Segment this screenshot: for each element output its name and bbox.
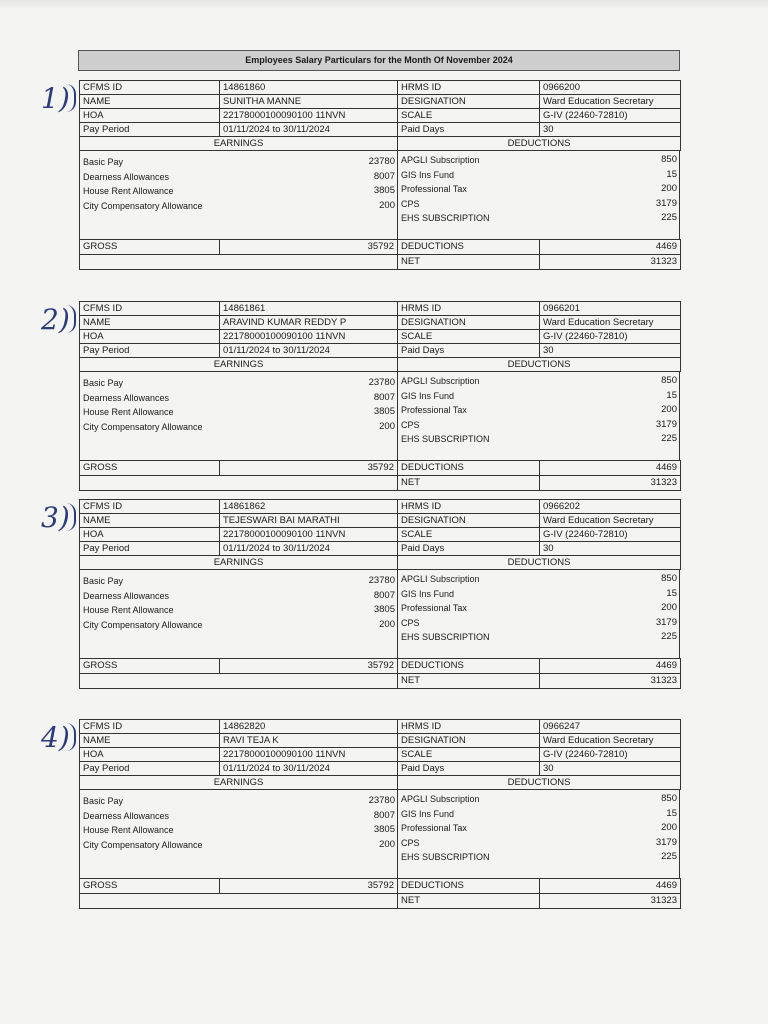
earning-line xyxy=(80,823,397,838)
deductions-header: DEDUCTIONS xyxy=(398,776,681,790)
net-value: 31323 xyxy=(540,476,681,491)
deduction-label: CPS xyxy=(401,837,420,848)
earning-label: Dearness Allowances xyxy=(83,171,170,182)
designation-label: DESIGNATION xyxy=(398,95,540,109)
gross-label: GROSS xyxy=(80,240,220,255)
earning-amount: 23780 xyxy=(368,575,395,586)
hrms-id-label: HRMS ID xyxy=(398,720,540,734)
gross-row xyxy=(80,240,681,255)
hoa-value: 22178000100090100 11NVN xyxy=(220,748,398,762)
cfms-id-label: CFMS ID xyxy=(80,302,220,316)
deduction-label: Professional Tax xyxy=(401,184,467,194)
net-label: NET xyxy=(398,255,540,270)
handwritten-slip-number: 1) xyxy=(41,82,70,115)
deduction-line xyxy=(398,403,679,418)
deductions-total-value: 4469 xyxy=(540,879,681,894)
deductions-column xyxy=(398,372,679,460)
earning-line xyxy=(80,589,397,604)
name-label: NAME xyxy=(80,514,220,528)
designation-label: DESIGNATION xyxy=(398,316,540,330)
earning-label: House Rent Allowance xyxy=(83,407,174,417)
scale-label: SCALE xyxy=(398,528,540,542)
deduction-label: GIS Ins Fund xyxy=(401,588,455,599)
pay-period-value: 01/11/2024 to 30/11/2024 xyxy=(220,542,398,556)
net-row xyxy=(80,476,681,491)
earning-amount: 8007 xyxy=(373,589,395,601)
deduction-label: GIS Ins Fund xyxy=(401,169,455,180)
earning-amount: 23780 xyxy=(368,377,395,388)
earning-label: House Rent Allowance xyxy=(83,605,174,615)
earnings-deductions-body xyxy=(79,372,680,460)
scale-value: G-IV (22460-72810) xyxy=(540,528,681,542)
hrms-id-value: 0966202 xyxy=(540,500,681,514)
salary-slip xyxy=(41,719,680,909)
scale-label: SCALE xyxy=(398,109,540,123)
earning-line xyxy=(80,838,397,853)
info-row xyxy=(80,514,681,528)
name-value: SUNITHA MANNE xyxy=(220,95,398,109)
earning-amount: 8007 xyxy=(373,809,395,821)
net-spacer xyxy=(80,255,398,270)
deduction-amount: 225 xyxy=(661,851,677,862)
deductions-header: DEDUCTIONS xyxy=(398,556,681,570)
deduction-line xyxy=(398,432,679,447)
pay-period-label: Pay Period xyxy=(80,123,220,137)
earning-line xyxy=(80,809,397,824)
net-spacer xyxy=(80,674,398,689)
deduction-line xyxy=(398,807,679,822)
designation-value: Ward Education Secretary xyxy=(540,95,681,109)
hrms-id-value: 0966201 xyxy=(540,302,681,316)
earning-label: House Rent Allowance xyxy=(83,186,174,196)
deduction-amount: 15 xyxy=(666,587,677,599)
gross-value: 35792 xyxy=(220,461,398,476)
deductions-total-value: 4469 xyxy=(540,461,681,476)
deductions-column xyxy=(398,790,679,878)
earning-line xyxy=(80,603,397,618)
deduction-amount: 15 xyxy=(666,168,677,180)
employee-info-table xyxy=(79,719,681,790)
name-label: NAME xyxy=(80,734,220,748)
salary-slip xyxy=(41,301,680,491)
earnings-header: EARNINGS xyxy=(80,776,398,790)
deduction-amount: 850 xyxy=(661,573,677,584)
info-row xyxy=(80,542,681,556)
handwritten-slip-number: 3) xyxy=(41,501,70,534)
deduction-line xyxy=(398,572,679,587)
deductions-total-label: DEDUCTIONS xyxy=(398,461,540,476)
cfms-id-value: 14861860 xyxy=(220,81,398,95)
net-value: 31323 xyxy=(540,674,681,689)
net-label: NET xyxy=(398,894,540,909)
info-row xyxy=(80,500,681,514)
pay-period-label: Pay Period xyxy=(80,762,220,776)
deductions-total-value: 4469 xyxy=(540,240,681,255)
deduction-line xyxy=(398,168,679,183)
earnings-header: EARNINGS xyxy=(80,556,398,570)
deduction-line xyxy=(398,197,679,212)
info-row xyxy=(80,734,681,748)
earnings-header: EARNINGS xyxy=(80,358,398,372)
earning-line xyxy=(80,376,397,391)
earnings-deductions-body xyxy=(79,570,680,658)
earning-label: City Compensatory Allowance xyxy=(83,619,203,630)
deduction-amount: 3179 xyxy=(655,616,677,628)
net-row xyxy=(80,894,681,909)
employee-info-table xyxy=(79,80,681,151)
deductions-total-label: DEDUCTIONS xyxy=(398,879,540,894)
info-row xyxy=(80,95,681,109)
totals-table xyxy=(79,239,681,270)
gross-row xyxy=(80,461,681,476)
designation-label: DESIGNATION xyxy=(398,514,540,528)
earning-amount: 3805 xyxy=(373,406,395,417)
deduction-line xyxy=(398,389,679,404)
handwritten-slip-number: 4) xyxy=(41,721,70,754)
deduction-label: GIS Ins Fund xyxy=(401,808,455,819)
hoa-value: 22178000100090100 11NVN xyxy=(220,330,398,344)
info-row xyxy=(80,762,681,776)
deduction-line xyxy=(398,616,679,631)
totals-table xyxy=(79,658,681,689)
section-header-row xyxy=(80,358,681,372)
hoa-label: HOA xyxy=(80,528,220,542)
earning-amount: 3805 xyxy=(373,185,395,196)
earning-amount: 3805 xyxy=(373,604,395,615)
paid-days-value: 30 xyxy=(540,123,681,137)
gross-label: GROSS xyxy=(80,461,220,476)
paid-days-value: 30 xyxy=(540,344,681,358)
earnings-column xyxy=(80,372,398,460)
section-header-row xyxy=(80,137,681,151)
deduction-amount: 200 xyxy=(661,822,677,833)
deduction-line xyxy=(398,182,679,197)
deduction-label: APGLI Subscription xyxy=(401,794,480,804)
earning-label: Dearness Allowances xyxy=(83,590,170,601)
gross-value: 35792 xyxy=(220,879,398,894)
hrms-id-value: 0966200 xyxy=(540,81,681,95)
earnings-column xyxy=(80,790,398,878)
scale-label: SCALE xyxy=(398,748,540,762)
earning-amount: 200 xyxy=(379,618,395,630)
deduction-amount: 200 xyxy=(661,404,677,415)
name-label: NAME xyxy=(80,316,220,330)
deductions-header: DEDUCTIONS xyxy=(398,137,681,151)
info-row xyxy=(80,344,681,358)
earning-amount: 8007 xyxy=(373,391,395,403)
earning-label: House Rent Allowance xyxy=(83,825,174,835)
info-row xyxy=(80,123,681,137)
earning-line xyxy=(80,420,397,435)
earnings-deductions-body xyxy=(79,790,680,878)
deduction-label: EHS SUBSCRIPTION xyxy=(401,434,490,444)
hoa-label: HOA xyxy=(80,330,220,344)
scale-label: SCALE xyxy=(398,330,540,344)
section-header-row xyxy=(80,776,681,790)
deduction-label: EHS SUBSCRIPTION xyxy=(401,213,490,223)
deduction-amount: 15 xyxy=(666,389,677,401)
deductions-column xyxy=(398,151,679,239)
deduction-label: CPS xyxy=(401,419,420,430)
gross-row xyxy=(80,879,681,894)
deduction-line xyxy=(398,153,679,168)
deduction-amount: 3179 xyxy=(655,418,677,430)
net-label: NET xyxy=(398,476,540,491)
earning-amount: 3805 xyxy=(373,824,395,835)
deduction-line xyxy=(398,418,679,433)
info-row xyxy=(80,109,681,123)
deduction-amount: 200 xyxy=(661,602,677,613)
cfms-id-value: 14862820 xyxy=(220,720,398,734)
info-row xyxy=(80,302,681,316)
earning-label: Dearness Allowances xyxy=(83,810,170,821)
deduction-label: EHS SUBSCRIPTION xyxy=(401,632,490,642)
deduction-line xyxy=(398,587,679,602)
pay-period-value: 01/11/2024 to 30/11/2024 xyxy=(220,123,398,137)
deduction-label: Professional Tax xyxy=(401,823,467,833)
designation-value: Ward Education Secretary xyxy=(540,514,681,528)
deduction-line xyxy=(398,792,679,807)
earnings-column xyxy=(80,151,398,239)
deduction-label: APGLI Subscription xyxy=(401,155,480,165)
deduction-label: EHS SUBSCRIPTION xyxy=(401,852,490,862)
earning-label: Basic Pay xyxy=(83,378,124,388)
gross-value: 35792 xyxy=(220,659,398,674)
info-row xyxy=(80,528,681,542)
paid-days-value: 30 xyxy=(540,762,681,776)
hrms-id-value: 0966247 xyxy=(540,720,681,734)
pay-period-value: 01/11/2024 to 30/11/2024 xyxy=(220,762,398,776)
deduction-amount: 850 xyxy=(661,793,677,804)
deduction-amount: 850 xyxy=(661,154,677,165)
deduction-label: APGLI Subscription xyxy=(401,376,480,386)
earning-label: Dearness Allowances xyxy=(83,392,170,403)
scale-value: G-IV (22460-72810) xyxy=(540,330,681,344)
hoa-value: 22178000100090100 11NVN xyxy=(220,528,398,542)
pay-period-label: Pay Period xyxy=(80,542,220,556)
deduction-amount: 3179 xyxy=(655,197,677,209)
deduction-label: CPS xyxy=(401,617,420,628)
paid-days-label: Paid Days xyxy=(398,542,540,556)
earnings-deductions-body xyxy=(79,151,680,239)
deduction-line xyxy=(398,211,679,226)
deduction-amount: 225 xyxy=(661,212,677,223)
hoa-value: 22178000100090100 11NVN xyxy=(220,109,398,123)
name-value: RAVI TEJA K xyxy=(220,734,398,748)
cfms-id-label: CFMS ID xyxy=(80,720,220,734)
deduction-amount: 200 xyxy=(661,183,677,194)
gross-label: GROSS xyxy=(80,879,220,894)
deductions-header: DEDUCTIONS xyxy=(398,358,681,372)
cfms-id-value: 14861862 xyxy=(220,500,398,514)
cfms-id-value: 14861861 xyxy=(220,302,398,316)
deduction-label: Professional Tax xyxy=(401,405,467,415)
hrms-id-label: HRMS ID xyxy=(398,81,540,95)
earning-label: Basic Pay xyxy=(83,157,124,167)
earning-amount: 23780 xyxy=(368,156,395,167)
earning-label: Basic Pay xyxy=(83,796,124,806)
deduction-label: GIS Ins Fund xyxy=(401,390,455,401)
deduction-amount: 225 xyxy=(661,433,677,444)
employee-info-table xyxy=(79,499,681,570)
deduction-amount: 850 xyxy=(661,375,677,386)
deduction-line xyxy=(398,630,679,645)
paid-days-value: 30 xyxy=(540,542,681,556)
net-spacer xyxy=(80,894,398,909)
designation-label: DESIGNATION xyxy=(398,734,540,748)
name-value: TEJESWARI BAI MARATHI xyxy=(220,514,398,528)
designation-value: Ward Education Secretary xyxy=(540,316,681,330)
cfms-id-label: CFMS ID xyxy=(80,500,220,514)
earning-line xyxy=(80,574,397,589)
earning-line xyxy=(80,618,397,633)
deduction-line xyxy=(398,850,679,865)
section-header-row xyxy=(80,556,681,570)
paid-days-label: Paid Days xyxy=(398,344,540,358)
earning-label: City Compensatory Allowance xyxy=(83,421,203,432)
gross-row xyxy=(80,659,681,674)
deduction-line xyxy=(398,374,679,389)
net-label: NET xyxy=(398,674,540,689)
earning-line xyxy=(80,184,397,199)
deduction-line xyxy=(398,836,679,851)
deduction-line xyxy=(398,601,679,616)
earning-line xyxy=(80,794,397,809)
earning-line xyxy=(80,155,397,170)
totals-table xyxy=(79,460,681,491)
earning-amount: 200 xyxy=(379,838,395,850)
deductions-total-label: DEDUCTIONS xyxy=(398,659,540,674)
net-value: 31323 xyxy=(540,255,681,270)
earning-label: Basic Pay xyxy=(83,576,124,586)
gross-value: 35792 xyxy=(220,240,398,255)
net-value: 31323 xyxy=(540,894,681,909)
earning-amount: 23780 xyxy=(368,795,395,806)
deduction-amount: 225 xyxy=(661,631,677,642)
name-label: NAME xyxy=(80,95,220,109)
hoa-label: HOA xyxy=(80,748,220,762)
net-row xyxy=(80,674,681,689)
hrms-id-label: HRMS ID xyxy=(398,302,540,316)
salary-slip xyxy=(41,499,680,689)
info-row xyxy=(80,720,681,734)
earning-line xyxy=(80,391,397,406)
deductions-column xyxy=(398,570,679,658)
scale-value: G-IV (22460-72810) xyxy=(540,748,681,762)
deductions-total-value: 4469 xyxy=(540,659,681,674)
earning-label: City Compensatory Allowance xyxy=(83,200,203,211)
deduction-label: Professional Tax xyxy=(401,603,467,613)
deductions-total-label: DEDUCTIONS xyxy=(398,240,540,255)
totals-table xyxy=(79,878,681,909)
earning-amount: 8007 xyxy=(373,170,395,182)
deduction-amount: 3179 xyxy=(655,836,677,848)
net-row xyxy=(80,255,681,270)
gross-label: GROSS xyxy=(80,659,220,674)
scale-value: G-IV (22460-72810) xyxy=(540,109,681,123)
document-title: Employees Salary Particulars for the Month Of November 2024 xyxy=(78,50,680,71)
earnings-header: EARNINGS xyxy=(80,137,398,151)
deduction-amount: 15 xyxy=(666,807,677,819)
pay-period-label: Pay Period xyxy=(80,344,220,358)
salary-slip xyxy=(41,80,680,270)
info-row xyxy=(80,316,681,330)
info-row xyxy=(80,748,681,762)
name-value: ARAVIND KUMAR REDDY P xyxy=(220,316,398,330)
earning-label: City Compensatory Allowance xyxy=(83,839,203,850)
employee-info-table xyxy=(79,301,681,372)
deduction-label: CPS xyxy=(401,198,420,209)
earning-amount: 200 xyxy=(379,420,395,432)
handwritten-slip-number: 2) xyxy=(41,303,70,336)
deduction-line xyxy=(398,821,679,836)
pay-period-value: 01/11/2024 to 30/11/2024 xyxy=(220,344,398,358)
earning-line xyxy=(80,170,397,185)
earning-amount: 200 xyxy=(379,199,395,211)
info-row xyxy=(80,330,681,344)
info-row xyxy=(80,81,681,95)
earning-line xyxy=(80,199,397,214)
cfms-id-label: CFMS ID xyxy=(80,81,220,95)
net-spacer xyxy=(80,476,398,491)
hoa-label: HOA xyxy=(80,109,220,123)
earning-line xyxy=(80,405,397,420)
scan-top-edge xyxy=(0,0,768,10)
designation-value: Ward Education Secretary xyxy=(540,734,681,748)
hrms-id-label: HRMS ID xyxy=(398,500,540,514)
paid-days-label: Paid Days xyxy=(398,762,540,776)
earnings-column xyxy=(80,570,398,658)
deduction-label: APGLI Subscription xyxy=(401,574,480,584)
paid-days-label: Paid Days xyxy=(398,123,540,137)
